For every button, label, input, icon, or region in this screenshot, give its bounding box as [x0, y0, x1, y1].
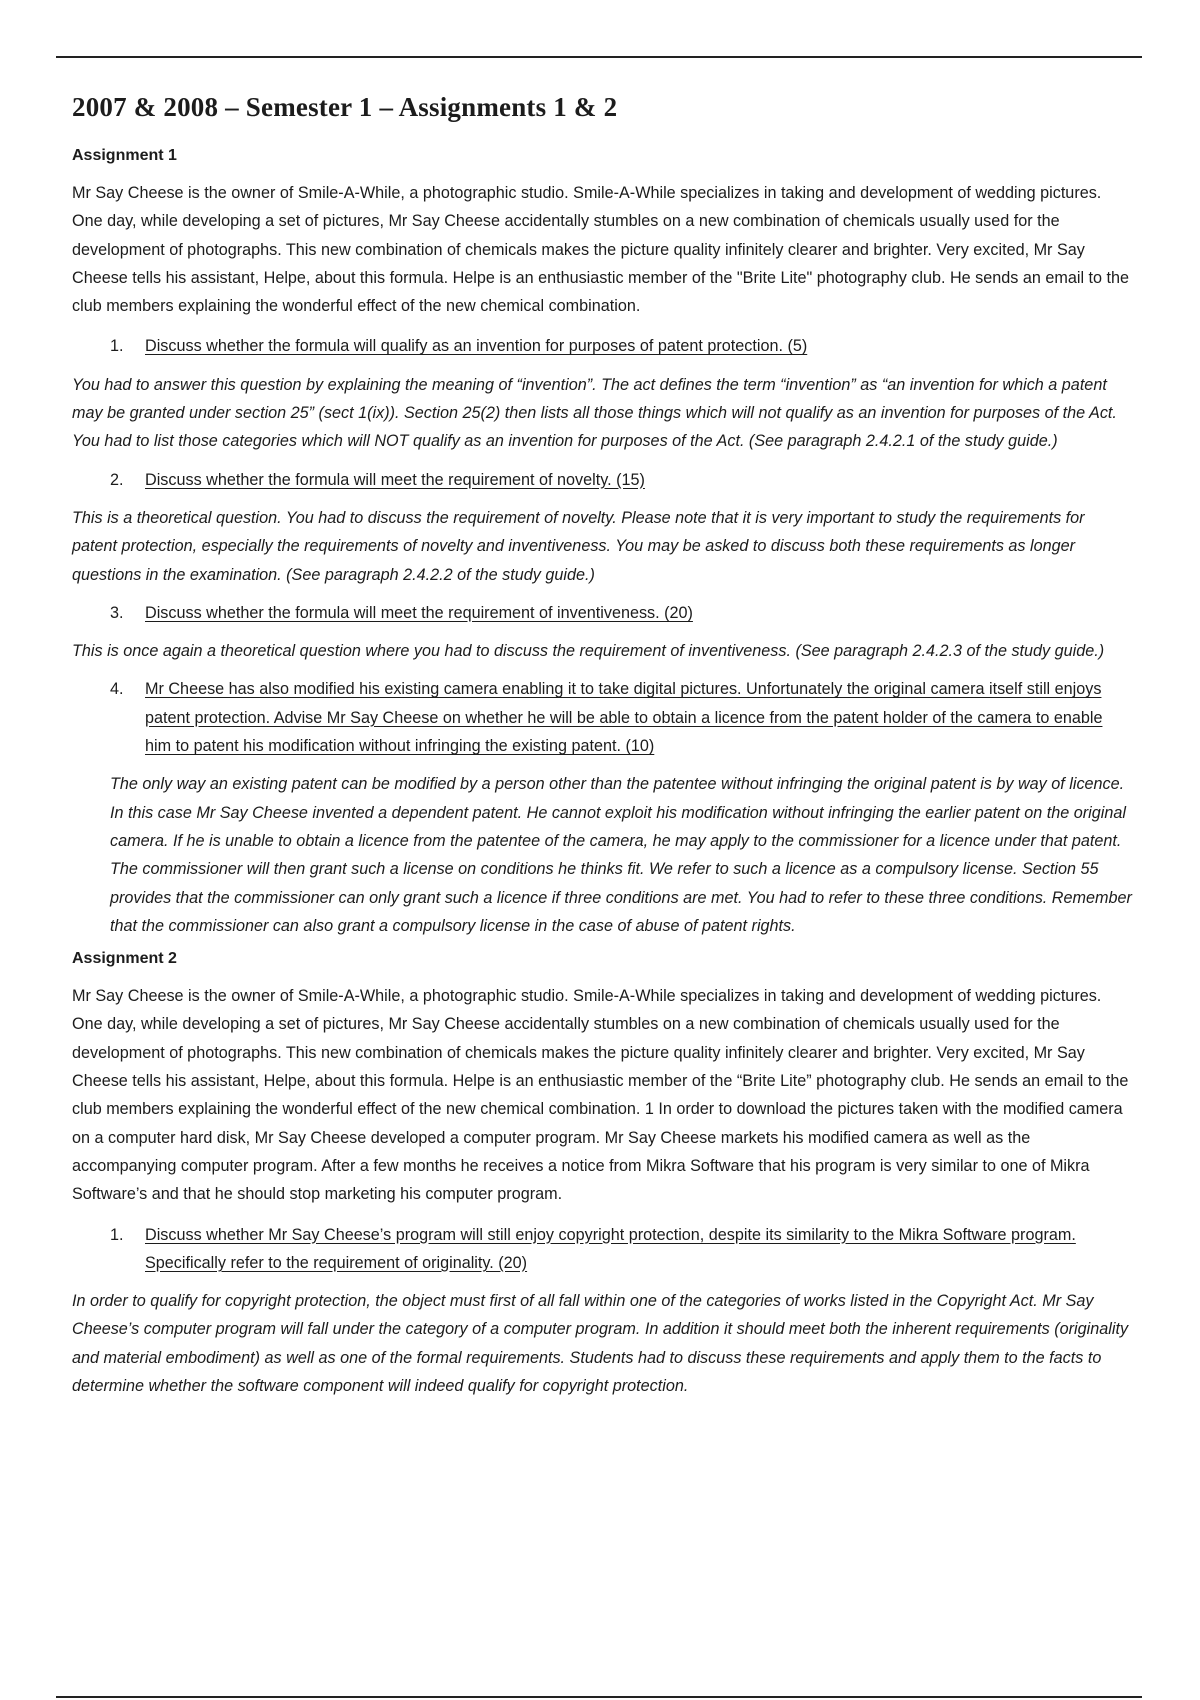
question-text: Mr Cheese has also modified his existing camera enabling it to take digital pictures. Unfortunately the original camera itself still enjoys patent protection. Advise Mr Say Cheese on whether he will be able to obtain a licence from the patent holder of the camera to enable him to patent his modification without infringing the existing patent. (10) [145, 680, 1103, 756]
assignment-2-answer-1: In order to qualify for copyright protection, the object must first of all fall within one of the categories of works listed in the Copyright Act. Mr Say Cheese’s computer program will fall under the category of a computer program. In addition it should meet both the inherent requirements (originality and material embodiment) as well as one of the formal requirements. Students had to discuss these requirements and apply them to the facts to determine whether the software component will indeed qualify for copyright protection. [72, 1292, 1129, 1395]
assignment-1-question-1 [72, 332, 1132, 360]
top-rule [56, 56, 1142, 58]
assignment-1-heading: Assignment 1 [72, 147, 177, 164]
assignment-1-question-4 [72, 675, 1132, 760]
question-number: 4. [110, 680, 124, 699]
assignment-1-answer-4: The only way an existing patent can be modified by a person other than the patentee without infringing the original patent is by way of licence. In this case Mr Say Cheese invented a dependent patent. He cannot exploit his modification without infringing the earlier patent on the original camera. If he is unable to obtain a licence from the patentee of the camera, he may apply to the commissioner for a licence under that patent. The commissioner will then grant such a license on conditions he thinks fit. We refer to such a licence as a compulsory license. Section 55 provides that the commissioner can only grant such a licence if three conditions are met. You had to refer to these three conditions. Remember that the commissioner can also grant a compulsory license in the case of abuse of patent rights. [110, 775, 1132, 935]
question-number: 3. [110, 603, 124, 622]
question-text: Discuss whether the formula will meet the requirement of inventiveness. (20) [145, 603, 693, 622]
assignment-1-scenario: Mr Say Cheese is the owner of Smile-A-While, a photographic studio. Smile-A-While specializes in taking and development of wedding pictures. One day, while developing a set of pictures, Mr Say Cheese accidentally stumbles on a new combination of chemicals usually used for the development of photographs. This new combination of chemicals makes the picture quality infinitely clearer and brighter. Very excited, Mr Say Cheese tells his assistant, Helpe, about this formula. Helpe is an enthusiastic member of the "Brite Lite" photography club. He sends an email to the club members explaining the wonderful effect of the new chemical combination. [72, 184, 1130, 316]
bottom-rule [56, 1696, 1142, 1698]
question-text: Discuss whether the formula will qualify as an invention for purposes of patent protection. (5) [145, 337, 808, 356]
question-number: 1. [110, 337, 124, 356]
assignment-1-question-2 [72, 466, 1132, 494]
assignment-2-heading: Assignment 2 [72, 950, 177, 968]
question-number: 1. [110, 1225, 124, 1244]
assignment-1-answer-2: This is a theoretical question. You had to discuss the requirement of novelty. Please note that it is very important to study the requirements for patent protection, especially the requirements of novelty and inventiveness. You may be asked to discuss both these requirements as longer questions in the examination. (See paragraph 2.4.2.2 of the study guide.) [72, 508, 1085, 584]
assignment-2-scenario: Mr Say Cheese is the owner of Smile-A-While, a photographic studio. Smile-A-While specializes in taking and development of wedding pictures. One day, while developing a set of pictures, Mr Say Cheese accidentally stumbles on a new combination of chemicals usually used for the development of photographs. This new combination of chemicals makes the picture quality infinitely clearer and brighter. Very excited, Mr Say Cheese tells his assistant, Helpe, about this formula. Helpe is an enthusiastic member of the “Brite Lite” photography club. He sends an email to the club members explaining the wonderful effect of the new chemical combination. 1 In order to download the pictures taken with the modified camera on a computer hard disk, Mr Say Cheese developed a computer program. Mr Say Cheese markets his modified camera as well as the accompanying computer program. After a few months he receives a notice from Mikra Software that his program is very similar to one of Mikra Software’s and that he should stop marketing his computer program. [72, 987, 1129, 1204]
assignment-1-answer-3: This is once again a theoretical question where you had to discuss the requirement of inventiveness. (See paragraph 2.4.2.3 of the study guide.) [72, 642, 1105, 661]
question-text: Discuss whether Mr Say Cheese’s program will still enjoy copyright protection, despite its similarity to the Mikra Software program. Specifically refer to the requirement of originality. (20) [145, 1225, 1076, 1272]
question-number: 2. [110, 470, 124, 489]
assignment-1-question-3 [72, 599, 1132, 627]
assignment-1-answer-1: You had to answer this question by explaining the meaning of “invention”. The act defines the term “invention” as “an invention for which a patent may be granted under section 25” (sect 1(ix)). Section 25(2) then lists all those things which will not qualify as an invention for purposes of the Act. You had to list those categories which will NOT qualify as an invention for purposes of the Act. (See paragraph 2.4.2.1 of the study guide.) [72, 375, 1117, 451]
document-page [72, 92, 1132, 1410]
document-title: 2007 & 2008 – Semester 1 – Assignments 1 & 2 [72, 92, 618, 122]
question-text: Discuss whether the formula will meet the requirement of novelty. (15) [145, 470, 645, 489]
assignment-2-question-1 [72, 1221, 1132, 1278]
